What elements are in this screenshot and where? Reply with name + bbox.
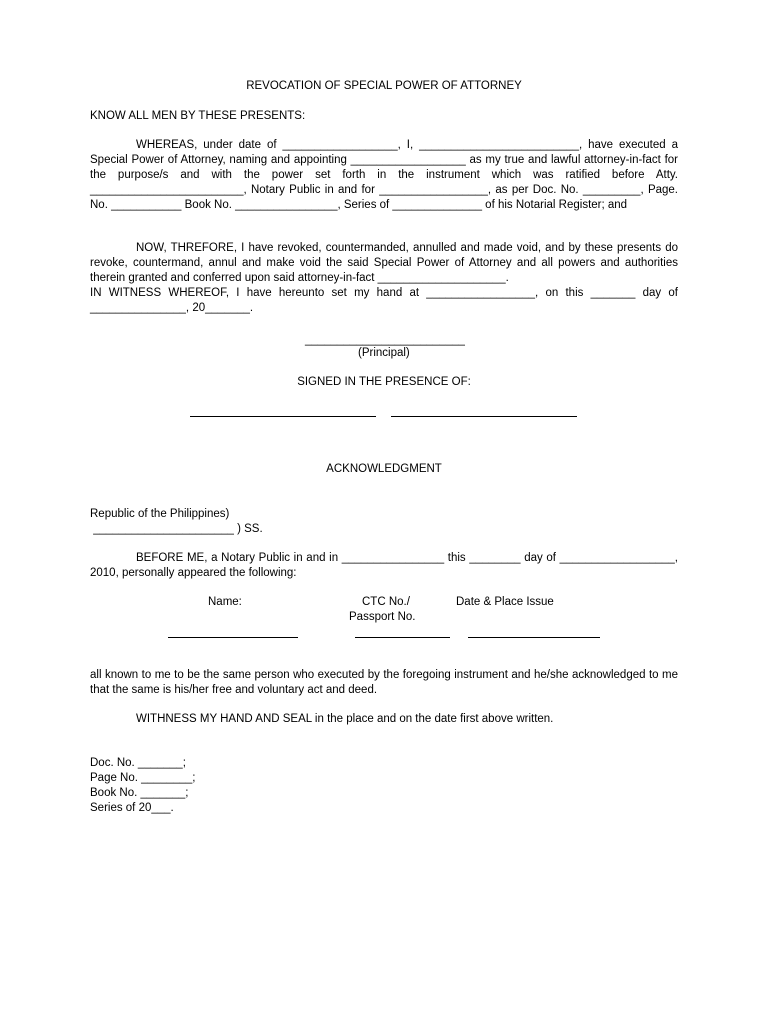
principal-label: (Principal) [358,347,410,359]
date-place-blank-line [468,637,600,638]
withness-paragraph: WITHNESS MY HAND AND SEAL in the place and on the date first above written. [136,713,554,725]
principal-signature-line: _________________________ [305,334,465,346]
acknowledgment-heading: ACKNOWLEDGMENT [326,463,442,475]
document-title: REVOCATION OF SPECIAL POWER OF ATTORNEY [246,80,522,92]
in-witness-paragraph: IN WITNESS WHEREOF, I have hereunto set my hand at _________________, on this _______ day of _______________, 20_______. [90,287,678,314]
republic-line: Republic of the Philippines) [90,508,230,520]
witness-signature-line-1 [190,416,376,417]
before-me-paragraph: BEFORE ME, a Notary Public in and in ________________ this ________ day of __________________, 2010, personally appeared the following: [90,552,678,579]
ss-line: ______________________ ) SS. [90,523,263,535]
ctc-column-header: CTC No./ [362,596,410,608]
signed-presence-heading: SIGNED IN THE PRESENCE OF: [297,376,471,388]
notarial-register-block [90,756,678,816]
all-known-paragraph: all known to me to be the same person who executed by the foregoing instrument and he/she acknowledged to me that the same is his/her free and voluntary act and deed. [90,669,678,696]
name-column-header: Name: [208,596,242,608]
page-no-line: Page No. ________; [90,772,196,784]
know-all-heading: KNOW ALL MEN BY THESE PRESENTS: [90,110,306,122]
ctc-blank-line [355,637,450,638]
passport-column-header: Passport No. [349,611,416,623]
name-blank-line [168,637,298,638]
doc-no-line: Doc. No. _______; [90,757,186,769]
date-place-column-header: Date & Place Issue [456,596,554,608]
series-line: Series of 20___. [90,802,174,814]
now-therefore-paragraph: NOW, THREFORE, I have revoked, countermanded, annulled and made void, and by these presents do revoke, countermand, annul and make void the said Special Power of Attorney and all powers and authorities therein granted and conferred upon said attorney-in-fact ____________________. [90,242,678,284]
book-no-line: Book No. _______; [90,787,189,799]
witness-signature-line-2 [391,416,577,417]
whereas-paragraph: WHEREAS, under date of __________________, I, _________________________, have executed a Special Power of Attorney, naming and appointing __________________ as my true and lawful attorney-in-fact for the purpose/s and with the power set forth in the instrument which was ratified before Atty. ________________________, Notary Public in and for _________________, as per Doc. No. _________, Page. No. ___________ Book No. ________________, Series of ______________ of his Notarial Register; and [90,139,678,211]
